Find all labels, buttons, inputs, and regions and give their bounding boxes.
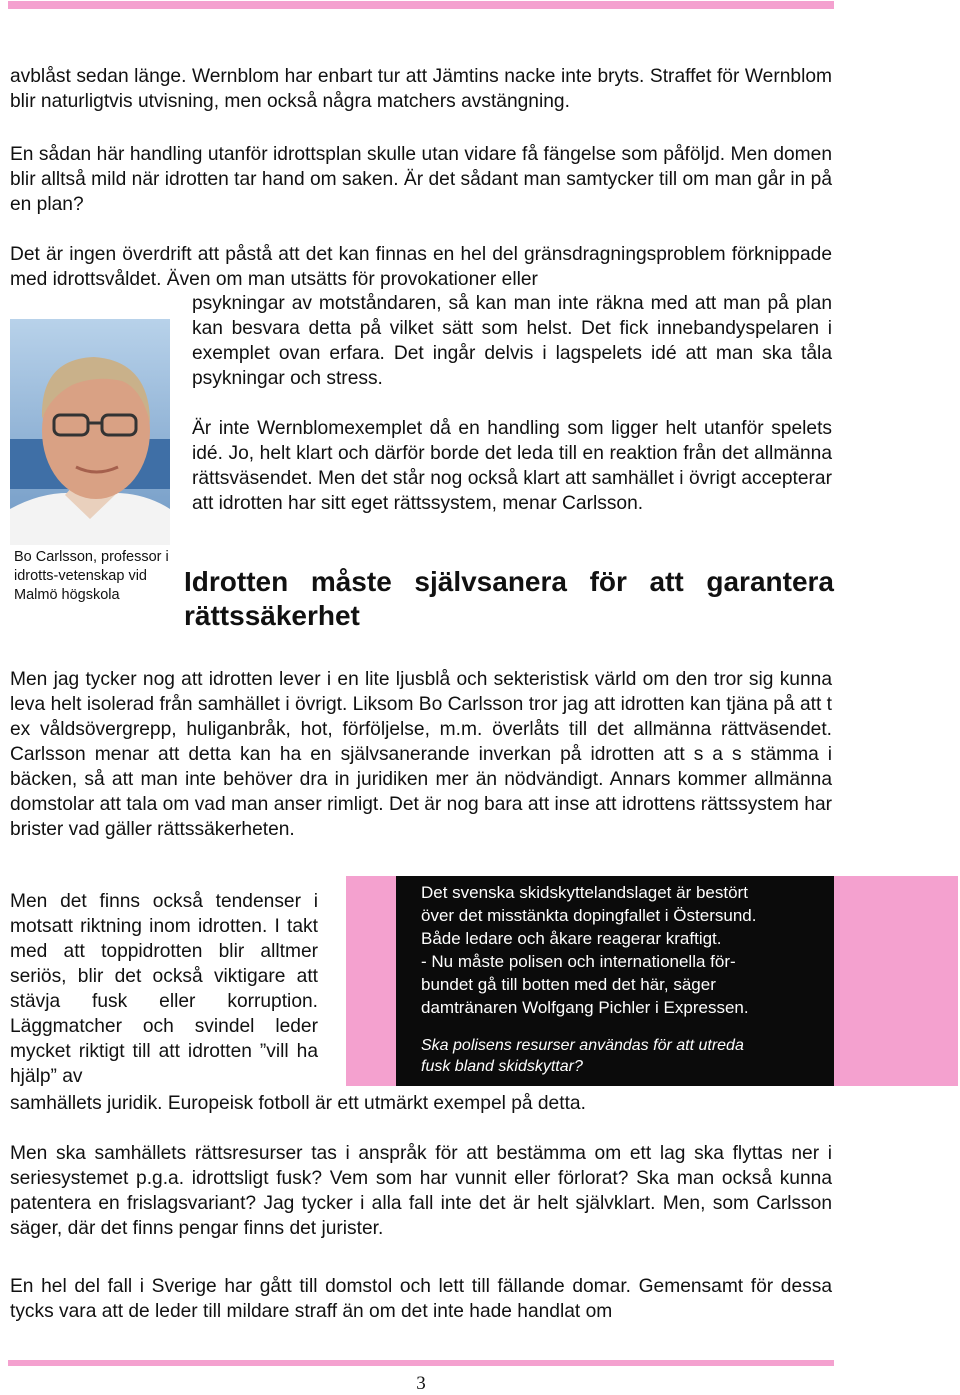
paragraph-1: avblåst sedan länge. Wernblom har enbart tur att Jämtins nacke inte bryts. Straffet för Wernblom blir naturligtvis utvisning, men också några matchers avstängning. xyxy=(10,66,832,112)
quote-line: - Nu måste polisen och internationella för- xyxy=(421,952,736,971)
paragraph-7: Men ska samhällets rättsresurser tas i anspråk för att bestämma om ett lag ska flyttas ner i seriesystemet p.g.a. idrottsligt fusk? Vem som har vunnit eller förlorat? Ska man också kunna patentera en frislagsvariant? Jag tycker i alla fall inte det är helt självklart. Men, som Carlsson säger, där det finns pengar finns det jurister. xyxy=(10,1143,832,1239)
quote-line: Både ledare och åkare reagerar kraftigt. xyxy=(421,929,722,948)
portrait-photo-bo-carlsson xyxy=(10,319,170,545)
paragraph-6-tail: samhällets juridik. Europeisk fotboll är ett utmärkt exempel på detta. xyxy=(10,1093,586,1114)
quote-line: bundet gå till botten med det här, säger xyxy=(421,975,716,994)
quote-line: över det misstänkta dopingfallet i Östersund. xyxy=(421,906,757,925)
paragraph-3-intro: Det är ingen överdrift att påstå att det kan finnas en hel del gränsdragningsproblem förknippade med idrottsvåldet. Även om man utsätts för provokationer eller xyxy=(10,244,832,290)
paragraph-2: En sådan här handling utanför idrottsplan skulle utan vidare få fängelse som påföljd. Men domen blir alltså mild när idrotten tar hand om saken. Är det sådant man samtycker till om man går in på en plan? xyxy=(10,144,832,215)
quote-box-pink-margin-right xyxy=(834,876,958,1086)
paragraph-5: Men jag tycker nog att idrotten lever i en lite ljusblå och sekteristisk värld om den tror sig kunna leva helt isolerad från samhället i övrigt. Liksom Bo Carlsson tror jag att idrotten kan tjäna på att t ex våldsövergrepp, huliganbråk, hot, förföljelse, m.m. överlåts till det allmänna rättväsendet. Carlsson menar att detta kan ha en självsanerande inverkan på idrotten att s a s stämma i bäcken, så att man inte behöver dra in juridiken mer än nödvändigt. Annars kommer allmänna domstolar att tala om vad man anser rimligt. Det är nog bara att inse att idrottens rättssystem har brister vad gäller rättssäkerheten. xyxy=(10,669,832,840)
quote-question xyxy=(421,1035,820,1077)
section-heading: Idrotten måste självsanera för att garantera rättssäkerhet xyxy=(184,566,834,631)
quote-line: Det svenska skidskyttelandslaget är bestört xyxy=(421,883,748,902)
quote-question-line: Ska polisens resurser användas för att utreda xyxy=(421,1037,744,1054)
quote-question-line: fusk bland skidskyttar? xyxy=(421,1058,583,1075)
paragraph-8: En hel del fall i Sverige har gått till domstol och lett till fällande domar. Gemensamt för dessa tycks vara att de leder till mildare straff än om det inte hade handlat om xyxy=(10,1276,832,1322)
quote-box-pink-margin-left xyxy=(346,876,396,1086)
paragraph-3-continued: psykningar av motståndaren, så kan man inte räkna med att man på plan kan besvara detta på vilket sätt som helst. Det fick innebandyspelaren i exemplet ovan erfara. Det ingår delvis i lagspelets idé att man ska tåla psykningar och stress. xyxy=(192,293,832,389)
paragraph-4: Är inte Wernblomexemplet då en handling som ligger helt utanför spelets idé. Jo, helt klart och därför borde det leda till en reaktion från det allmänna rättsväsendet. Men det står nog också klart att samhället i övrigt accepterar att idrotten har sitt eget rättssystem, menar Carlsson. xyxy=(192,418,832,514)
top-pink-rule xyxy=(8,1,834,9)
quote-line: damtränaren Wolfgang Pichler i Expressen. xyxy=(421,998,749,1017)
page-number: 3 xyxy=(416,1373,426,1394)
bottom-pink-rule xyxy=(8,1360,834,1366)
paragraph-6-column: Men det finns också tendenser i motsatt riktning inom idrotten. I takt med att toppidrotten blir alltmer seriös, blir det också viktigare att stävja fusk eller korruption. Läggmatcher och svindel leder mycket riktigt till att idrotten ”vill ha hjälp” av xyxy=(10,891,318,1087)
news-quote-box xyxy=(396,876,834,1086)
photo-caption: Bo Carlsson, professor i idrotts-vetenskap vid Malmö högskola xyxy=(14,549,169,603)
